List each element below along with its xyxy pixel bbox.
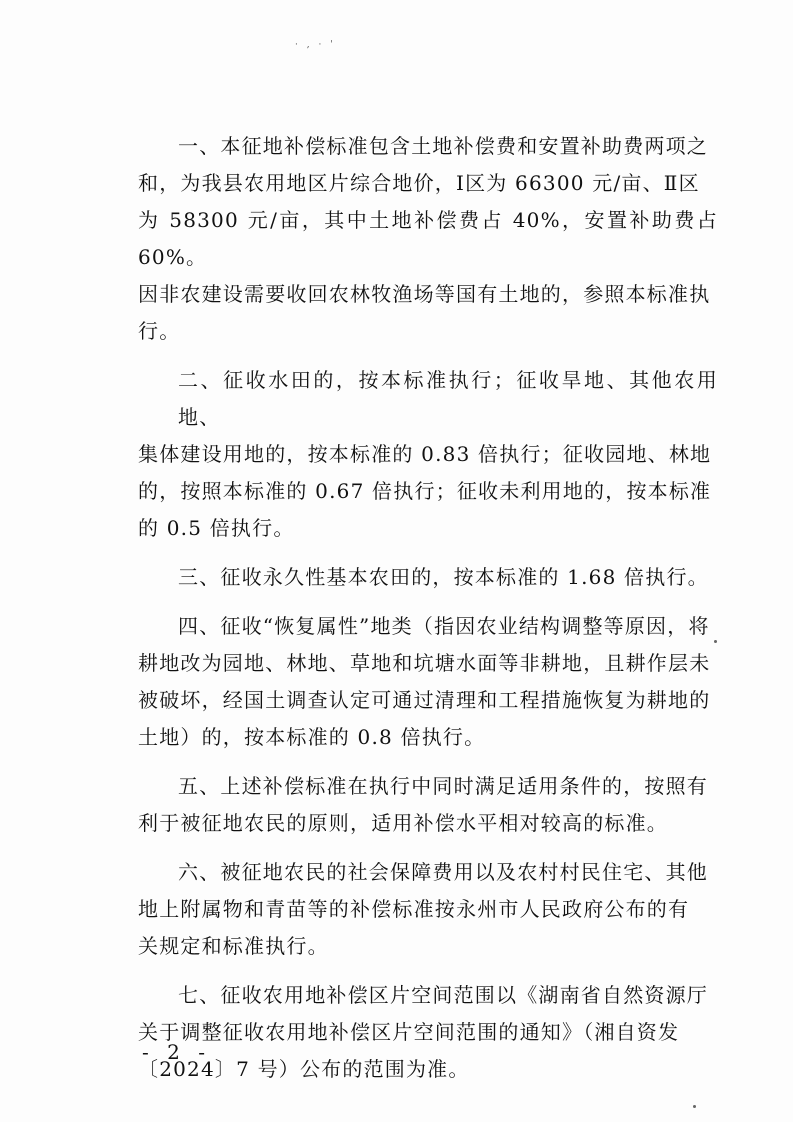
scan-speck <box>693 1105 696 1108</box>
paragraph-line: 土地）的，按本标准的 0.8 倍执行。 <box>138 725 486 749</box>
paragraph-line: 行。 <box>138 319 181 343</box>
paragraph-line: 四、征收“恢复属性”地类（指因农业结构调整等原因，将 <box>178 614 710 638</box>
paragraph-line: 的 0.5 倍执行。 <box>138 516 295 540</box>
paragraph-line: 耕地改为园地、林地、草地和坑塘水面等非耕地，且耕作层未 <box>138 651 711 675</box>
paragraph-5 <box>138 768 718 842</box>
paragraph-line: 集体建设用地的，按本标准的 0.83 倍执行；征收园地、林地 <box>138 442 712 466</box>
paragraph-line: 六、被征地农民的社会保障费用以及农村村民住宅、其他 <box>178 860 708 884</box>
paragraph-7 <box>138 977 718 1088</box>
paragraph-line: 地上附属物和青苗等的补偿标准按永州市人民政府公布的有 <box>138 897 690 921</box>
paragraph-line: 关于调整征收农用地补偿区片空间范围的通知》（湘自资发 <box>138 1020 680 1044</box>
scan-specks: · , · ' <box>295 40 336 50</box>
paragraph-3 <box>138 559 718 596</box>
paragraph-line: 被破坏，经国土调查认定可通过清理和工程措施恢复为耕地的 <box>138 688 711 712</box>
paragraph-line: 为 58300 元/亩，其中土地补偿费占 40%，安置补助费占 60%。 <box>138 208 718 269</box>
paragraph-line: 的，按照本标准的 0.67 倍执行；征收未利用地的，按本标准 <box>138 479 712 503</box>
paragraph-line: 和，为我县农用地区片综合地价，Ⅰ区为 66300 元/亩、Ⅱ区 <box>138 171 700 195</box>
paragraph-line: 〔2024〕7 号）公布的范围为准。 <box>138 1057 470 1081</box>
paragraph-line: 三、征收永久性基本农田的，按本标准的 1.68 倍执行。 <box>178 565 709 589</box>
paragraph-line: 关规定和标准执行。 <box>138 934 329 958</box>
paragraph-line: 因非农建设需要收回农林牧渔场等国有土地的，参照本标准执 <box>138 282 711 306</box>
paragraph-1 <box>138 128 718 350</box>
paragraph-6 <box>138 854 718 965</box>
paragraph-line: 一、本征地补偿标准包含土地补偿费和安置补助费两项之 <box>178 134 708 158</box>
paragraph-2 <box>138 362 718 547</box>
paragraph-line: 七、征收农用地补偿区片空间范围以《湖南省自然资源厅 <box>178 983 708 1007</box>
scan-speck <box>714 640 717 643</box>
paragraph-4 <box>138 608 718 756</box>
document-body <box>138 128 718 1100</box>
paragraph-line: 利于被征地农民的原则，适用补偿水平相对较高的标准。 <box>138 811 668 835</box>
paragraph-line: 二、征收水田的，按本标准执行；征收旱地、其他农用地、 <box>178 368 718 429</box>
page-number: - 2 - <box>142 1040 211 1064</box>
paragraph-line: 五、上述补偿标准在执行中同时满足适用条件的，按照有 <box>178 774 708 798</box>
